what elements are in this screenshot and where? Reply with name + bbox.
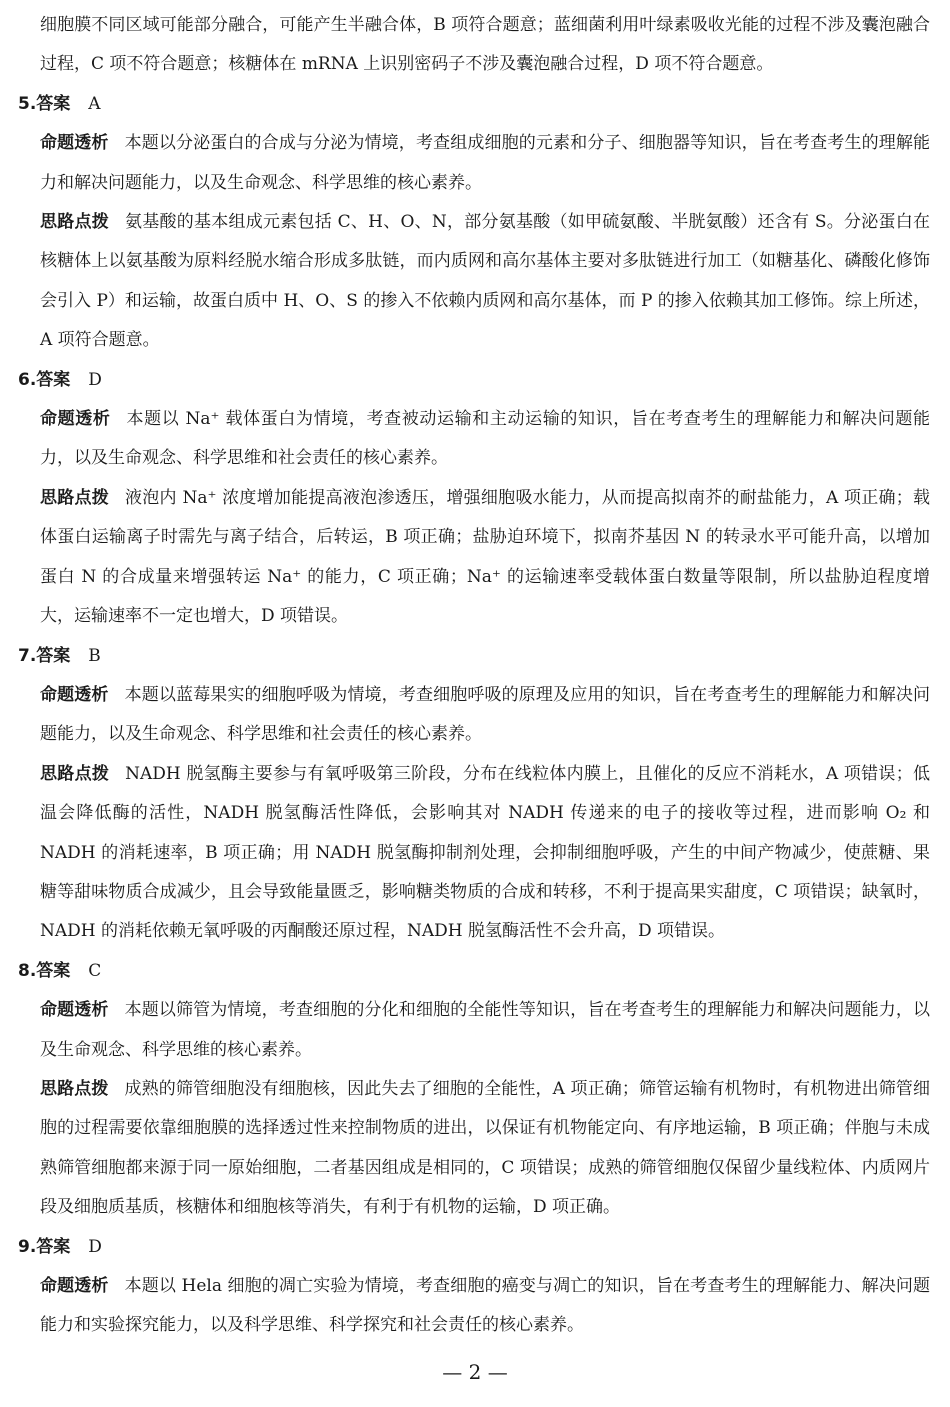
answer-value: D	[88, 1236, 102, 1257]
question-7-analysis	[40, 676, 930, 755]
thinking-text: 液泡内 Na⁺ 浓度增加能提高液泡渗透压，增强细胞吸水能力，从而提高拟南芥的耐盐能力，A 项正确；载体蛋白运输离子时需先与离子结合，后转运，B 项正确；盐胁迫环境下，拟南芥基因 N 的转录水平可能升高，以增加蛋白 N 的合成量来增强转运 Na⁺ 的能力，C 项正确；Na⁺ 的运输速率受载体蛋白数量等限制，所以盐胁迫程度增大，运输速率不一定也增大，D 项错误。	[40, 487, 930, 627]
question-9-answer-line	[18, 1228, 930, 1267]
intro-paragraph: 细胞膜不同区域可能部分融合，可能产生半融合体，B 项符合题意；蓝细菌利用叶绿素吸收光能的过程不涉及囊泡融合过程，C 项不符合题意；核糖体在 mRNA 上识别密码子不涉及囊泡融合过程，D 项不符合题意。	[40, 15, 930, 75]
question-7-thinking	[40, 755, 930, 952]
question-5-answer-line	[18, 85, 930, 124]
document-page	[18, 6, 931, 1346]
answer-label: 答案	[36, 1236, 71, 1257]
thinking-text: NADH 脱氢酶主要参与有氧呼吸第三阶段，分布在线粒体内膜上，且催化的反应不消耗水，A 项错误；低温会降低酶的活性，NADH 脱氢酶活性降低，会影响其对 NADH 传递来的电子的接收等过程，进而影响 O₂ 和 NADH 的消耗速率，B 项正确；用 NADH 脱氢酶抑制剂处理，会抑制细胞呼吸，产生的中间产物减少，使蔗糖、果糖等甜味物质合成减少，且会导致能量匮乏，影响糖类物质的合成和转移，不利于提高果实甜度，C 项错误；缺氧时，NADH 的消耗依赖无氧呼吸的丙酮酸还原过程，NADH 脱氢酶活性不会升高，D 项错误。	[40, 763, 930, 942]
analysis-label: 命题透析	[40, 133, 109, 154]
page-number: — 2 —	[442, 1360, 508, 1384]
question-5-thinking	[40, 203, 930, 361]
answer-label: 答案	[36, 93, 71, 114]
question-number: 9.	[18, 1236, 37, 1257]
question-8-analysis	[40, 991, 930, 1070]
analysis-label: 命题透析	[40, 409, 111, 430]
answer-label: 答案	[36, 960, 71, 981]
answer-value: B	[88, 645, 101, 666]
question-number: 7.	[18, 645, 37, 666]
answer-label: 答案	[36, 369, 71, 390]
thinking-label: 思路点拨	[40, 763, 110, 784]
question-8-thinking	[40, 1070, 930, 1228]
thinking-label: 思路点拨	[40, 487, 110, 508]
thinking-label: 思路点拨	[40, 1078, 109, 1099]
question-9-analysis	[40, 1267, 930, 1346]
analysis-text: 本题以 Na⁺ 载体蛋白为情境，考查被动运输和主动运输的知识，旨在考查考生的理解能力和解决问题能力，以及生命观念、科学思维和社会责任的核心素养。	[40, 409, 931, 469]
analysis-label: 命题透析	[40, 1276, 109, 1296]
analysis-text: 本题以筛管为情境，考查细胞的分化和细胞的全能性等知识，旨在考查考生的理解能力和解决问题能力，以及生命观念、科学思维的核心素养。	[40, 1000, 931, 1060]
analysis-text: 本题以 Hela 细胞的凋亡实验为情境，考查细胞的癌变与凋亡的知识，旨在考查考生的理解能力、解决问题能力和实验探究能力，以及科学思维、科学探究和社会责任的核心素养。	[40, 1276, 931, 1336]
answer-value: D	[88, 369, 102, 390]
question-6-analysis	[40, 400, 930, 479]
thinking-text: 氨基酸的基本组成元素包括 C、H、O、N，部分氨基酸（如甲硫氨酸、半胱氨酸）还含有 S。分泌蛋白在核糖体上以氨基酸为原料经脱水缩合形成多肽链，而内质网和高尔基体主要对多肽链进行加工（如糖基化、磷酸化修饰会引入 P）和运输，故蛋白质中 H、O、S 的掺入不依赖内质网和高尔基体，而 P 的掺入依赖其加工修饰。综上所述，A 项符合题意。	[40, 212, 930, 351]
question-number: 5.	[18, 93, 37, 114]
question-5-analysis	[40, 124, 930, 203]
analysis-label: 命题透析	[40, 1000, 109, 1021]
question-number: 8.	[18, 960, 37, 981]
answer-value: C	[88, 960, 102, 981]
thinking-label: 思路点拨	[40, 212, 109, 233]
analysis-label: 命题透析	[40, 684, 109, 705]
question-6-answer-line	[18, 361, 930, 400]
question-6-thinking	[40, 479, 930, 637]
question-8-answer-line	[18, 952, 930, 991]
question-7-answer-line	[18, 637, 930, 676]
answer-value: A	[88, 93, 101, 114]
analysis-text: 本题以蓝莓果实的细胞呼吸为情境，考查细胞呼吸的原理及应用的知识，旨在考查考生的理解能力和解决问题能力，以及生命观念、科学思维和社会责任的核心素养。	[40, 684, 931, 745]
answer-label: 答案	[36, 645, 71, 666]
question-number: 6.	[18, 369, 37, 390]
analysis-text: 本题以分泌蛋白的合成与分泌为情境，考查组成细胞的元素和分子、细胞器等知识，旨在考查考生的理解能力和解决问题能力，以及生命观念、科学思维的核心素养。	[40, 133, 931, 193]
thinking-text: 成熟的筛管细胞没有细胞核，因此失去了细胞的全能性，A 项正确；筛管运输有机物时，有机物进出筛管细胞的过程需要依靠细胞膜的选择透过性来控制物质的进出，以保证有机物能定向、有序地运输，B 项正确；伴胞与未成熟筛管细胞都来源于同一原始细胞，二者基因组成是相同的，C 项错误；成熟的筛管细胞仅保留少量线粒体、内质网片段及细胞质基质，核糖体和细胞核等消失，有利于有机物的运输，D 项正确。	[40, 1078, 931, 1218]
